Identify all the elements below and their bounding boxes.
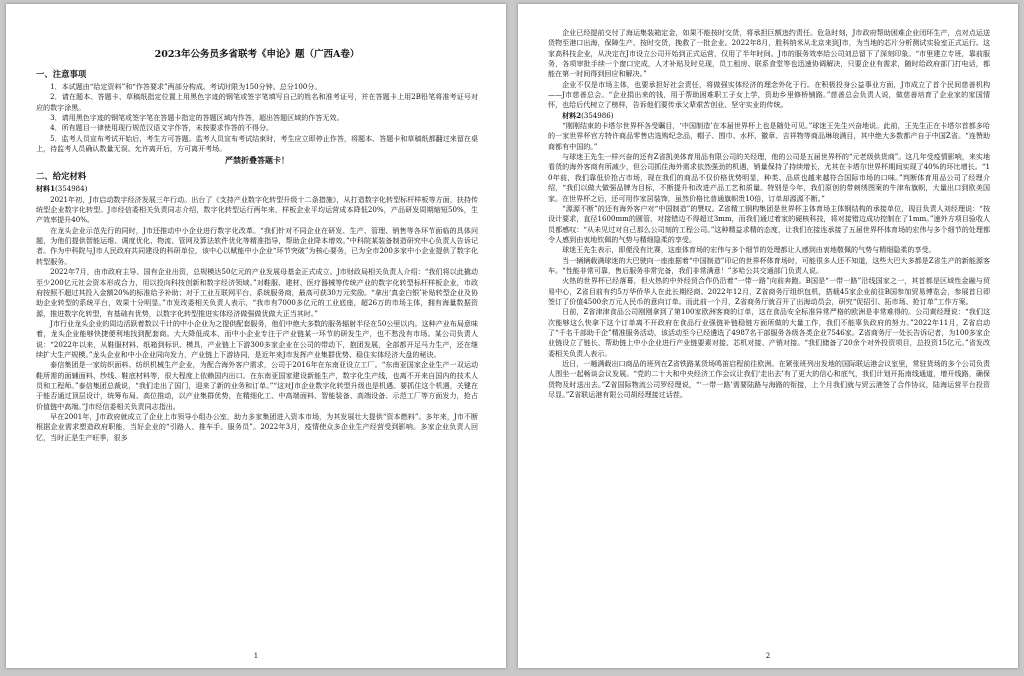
material-1-label: 材料1: [36, 184, 55, 194]
notes-heading: 一、注意事项: [36, 69, 87, 79]
materials-heading: 二、给定材料: [36, 171, 87, 182]
note-item: 4．所有题目一律使用现行规范汉语文字作答，未按要求作答的不得分。: [50, 123, 274, 133]
exam-title: 2023年公务员多省联考《申论》题（广西A卷）: [154, 49, 360, 60]
paragraph: 火热的世界杯已经落幕，但火热的中外经贸合作仍沿着“一带一路”向前奔跑。B国是“一带一路”沿线国家之一，其首都是区域性金融与贸易中心，Z省目前有约5万华侨华人在此长期经商。2022年12月，Z省商务厅组织包机，搭载45家企业前往B国参加贸易博览会，参展首日即签订了价值4500余万元人民币的意向订单。而此前一个月，Z省商务厅就召开了出海动员会，研究“促招引、拓市场、抢订单”工作方案。: [548, 276, 990, 306]
paragraph: 早在2001年，J市政府就成立了企业上市领导小组办公室，助力多家集团进入资本市场，为其发展壮大提供“资本燃料”。多年来，J市不断根据企业需求塑造政府职能，当好企业的“引路人、推车手、服务员”。2022年3月，疫情使众多企业生产经营受到影响。多家企业负责人回忆，当时正是生产旺季，很多: [36, 411, 478, 442]
paragraph: 近日，一趟满载出口商品的班列在Z省铁路某货场鸣笛启程前往欧洲。在紧张班列出发地的国际联运港会议室里，常驻货场的多个公司负责人围坐一起畅谈会议发展。“党的二十大和中央经济工作会议让我们‘走出去’有了更大的信心和底气，我们计划开拓南线通道，增开线路，确保货物及时送出去。”Z省国际物流公司罗经理说，“‘一带一路’需要陆路与海路的衔接，上个月我们就与贸云港签了合作协议，陆海运营平台投资尽显。”Z省联运港有限公司胡经理接过话茬。: [548, 359, 990, 400]
paragraph: 当一辆辆载满球迷的大巴驶向一座座据着“中国制造”印记的世界杯体育场时，可能很多人还不知道，这些大巴大多都是Z省生产的新能源客车。“性能非常可靠，售后服务非常完备，我们非常满意！”多哈公共交通部门负责人说。: [548, 255, 990, 275]
document-page-1: [6, 4, 506, 668]
paragraph: 泰信集团是一家纺织面料、纺织机械生产企业，为配合海外客户需求，公司于2016年在东南亚设立工厂。“东南亚国家企业生产一双运动鞋所需的面辅面料、纱线、鞋底材料等，很大程度上依赖国内出口。在东南亚国家建设新能生产，数字化生产线，也离不开来自国内的技术人员和工程师。”泰信集团总裁说，“我们走出了国门，迎来了新的业务和订单。”“这对J市企业数字化转型升级也是机遇。要抓住这个机遇，关键在于能否通过顶层设计，统筹布局、高位推动，以产业集群优势，在精细化工、中高端面料、智能装备、高端设备、示范工厂等方面发力，抢占价值链中高端。”J市经信委相关负责同志指出。: [36, 360, 478, 411]
document-page-2: [518, 4, 1018, 668]
material-2-heading: [548, 111, 990, 121]
paragraph: 企业不仅是市场主体，也要承担好社会责任，将做强实体经济的理念外化于行。在积极投身公益事业方面，J市成立了首个民间慈善机构——J市慈善总会。“企业捐出来的钱，用于帮助困难职工子女上学，资助乡里修桥铺路。”慈善总会负责人说，做慈善培育了企业家的家国情怀，也给后代树立了榜样，告诉他们要传承父辈艰苦创业、坚守实业的传统。: [548, 79, 990, 110]
paragraph: “源源不断”的还有海外客户对“中国制造”的赞叹。Z省精工钢构集团是世界杯主体育场主体钢结构的承接单位，现目负责人刘经理说：“按设计要求，直径1600mm的圆管，对接错边不得超过3mm，而我们通过着家的硬核科技，将对接错边成功控制在了1mm。”速外方项目验收人员都感叹：“从未见过对自己那么公司刻的工程公司。”这种精益求精的态度，让我们在接连承接了五届世界杯体育场的宏伟与多个细节的处理都令人感到由衷地钦佩的气势与精细隐柔的享受。: [548, 203, 990, 244]
page-2-content: [548, 28, 990, 644]
paragraph: 球迷王先生表示，即便没有比赛，这座体育场的宏伟与多个细节的处理都让人感到由衷地敬佩的气势与精细隐柔的享受。: [562, 245, 936, 255]
page-number: 2: [765, 652, 771, 660]
page-1-content: [36, 34, 478, 644]
material-2-label: 材料2: [562, 110, 582, 120]
paragraph: “刚刚结束的卡塔尔世界杯各受瞩目，‘中国制造’在本届世界杯上也是随处可见。”球迷王先生兴奋地说。此前，王先生正在卡塔尔首都多哈的一家世界杯官方特许商品零售店选购纪念品，帽子、围巾、水杯、徽章、吉祥物等商品琳琅满目，其中绝大多数都产自于中国Z省。“连赞助商都有中国的。”: [548, 121, 990, 151]
note-item: 1．本试题由“给定资料”和“作答要求”两部分构成。考试时限为150分钟。总分100分。: [50, 82, 322, 91]
material-2-code: (354986): [581, 110, 614, 120]
paragraph: 日前，Z省津津食品公司刚刚拿到了第100家欧洲客商的订单，这在食品安全标准异常严格的欧洲是非常难得的。公司黄经理说：“我们这次能够这么快拿下这个订单离不开政府在食品行业强链补链稳链方面所做的大量工作，我们不能辜负政府的努力。”2022年11月，Z省启动了“千名千部助千企”精准服务活动，该活动至今已经遴选了4987名干部服务各级各类企业7546家。Z省商务厅一处长告诉记者，为100多家企业链设立了链长，帮助链上中小企业进行产业链要素对接、芯机对接、产销对接。“我们储备了20余个对外投资项目，总投资15亿元。”省发改委相关负责人表示。: [548, 307, 990, 358]
note-item: 5．监考人员宣布考试开始后，考生方可答题。监考人员宣布考试结束时，考生应立即停止作答，将题本、答题卡和草稿纸都翻过来留在桌上，待监考人员确认数量无误、允许离开后，方可离开考场。: [36, 133, 478, 154]
note-item: 2．请在题本、答题卡、草稿纸指定位置上用黑色字迹的钢笔或签字笔填写自己的姓名和准考证号，并在答题卡上用2B铅笔将准考证号对应的数字涂黑。: [36, 92, 478, 112]
page-number: 1: [253, 652, 259, 660]
paragraph: 在龙头企业示范先行的同时，J市还推动中小企业进行数字化改革。“我们针对不同企业在研发、生产、管理、销售等各环节面临的具体问题，为他们提供智能运维、调度优化、物流、管网及算法软件优化等精准指导，帮助企业降本增效。”中科院某装备制造研究中心负责人告诉记者。作为中科院与J市人民政府共同建设的科研单位，该中心以赋能中小企业“环节突破”为核心要务，已为全市200多家中小企业提供了数字化转型服务。: [36, 225, 478, 266]
no-fold-warning: 严禁折叠答题卡！: [225, 155, 289, 166]
paragraph: J市行业龙头企业的周边活跃着数以千计的中小企业为之提供配套服务，他们中绝大多数的服务辐射半径在50公里以内。这种产业布局意味着，龙头企业能够快捷便利地找到配套商。大大降低成本，而中小企业专注于产业链某一环节的研发生产，也不愁没有市场。某公司负责人说：“2022年以来，从鞋服材料、纸箱到标识、模具，产业链上下游300多家企业在公司的带动下，抱团发展，全部都开足马力生产，还在继续扩大生产规模。”龙头企业和中小企业同向发力，产业链上下游协同，是近年来J市发挥产业集群优势、稳住实体经济大盘的秘诀。: [36, 318, 478, 359]
note-item: 3．请用黑色字迹的钢笔或签字笔在答题卡指定的答题区域内作答，超出答题区域的作答无效。: [50, 113, 344, 123]
material-1-code: (354984): [55, 184, 88, 194]
paragraph: 企业已经提前交付了海运集装箱定金，如果不能按时交货，将承担巨额违约责任。危急时刻，J市政府帮助困难企业闭环生产，点对点运送货物至港口出海，保障生产、按时交货，挽救了一批企业。2022年8月，胜科纳米从北京来到J市，为当地的芯片分析测试实验室正式运行。这家高科技企业，从决定在J市设立公司开始到正式运营，仅用了半年时间。J市的服务效率给公司刘总留下了深刻印象。“市里建立专班，靠前服务，各项审批手续一个窗口完成，人才补贴及时兑现，员工租房、联系食堂等也迅速协调解决，只要企业有需求，随时给政府部门打电话，都能在第一时间得到回应和解决。”: [548, 28, 990, 79]
material-1-heading: [36, 184, 478, 194]
paragraph: 2022年7月，由市政府主导、国有企业出资，总规模达50亿元的产业发展母基金正式成立。J市财政局相关负责人介绍：“我们将以此撬动至少200亿元社会资本形成合力，用以投向科技创新和数字经济领域。”对鞋服、建材、医疗器械等传统产业的数字化转型标杆样板企业，市政府按照不超过其投入金额20%的标准给予补助；对于工业互联网平台、系统服务商，最高可获30万元奖励。“拿出‘真金白银’补贴转型企业及协助企业转型的系统平台，效果十分明显。”市发改委相关负责人表示，“我市有7000多亿元的工业底座，超26万的市场主体，拥有海量数据资源，推进数字化转型，有基础有优势，以数字化转型推进实体经济做强做优做大正当其时。”: [36, 267, 478, 318]
paragraph: 与球迷王先生一样兴奋的还有Z省凯美体育用品有限公司的关经理，他的公司是五届世界杯的“元老级供货商”。这几年受疫情影响，来实地看货的海外客商有所减少，但公司抓住海外需求依然强劲的机遇，销量保持了持续增长，尤其在卡塔尔世界杯期间实现了40%的环比增长。“10年前，我们靠低价抢占市场，现在我们的商品不仅价格优势明显，种类、品质也越来越符合国际市场的口味。”判断体育用品公司了经理介绍，“我们以做大做强品牌为目标，不断提升和改进产品工艺和质量。特别是今年，我们原创的带刺绣图案的牛津布旗帜，大量出口到欧美国家。在世界杯之后，还可用作家居装饰，虽然价格比普通旗帜贵10倍，订单却源源不断。”: [548, 152, 990, 203]
paragraph: 2021年初，J市启动数字经济发展三年行动。出台了《支持产业数字化转型升级十二条措施》，从打造数字化转型标杆样板等方面，扶持传统型企业数字化转型。J市经信委相关负责同志介绍，数字化转型运行两年来，样板企业平均运营成本降低20%，产品研发周期缩短50%，生产效率提升40%。: [36, 194, 478, 225]
